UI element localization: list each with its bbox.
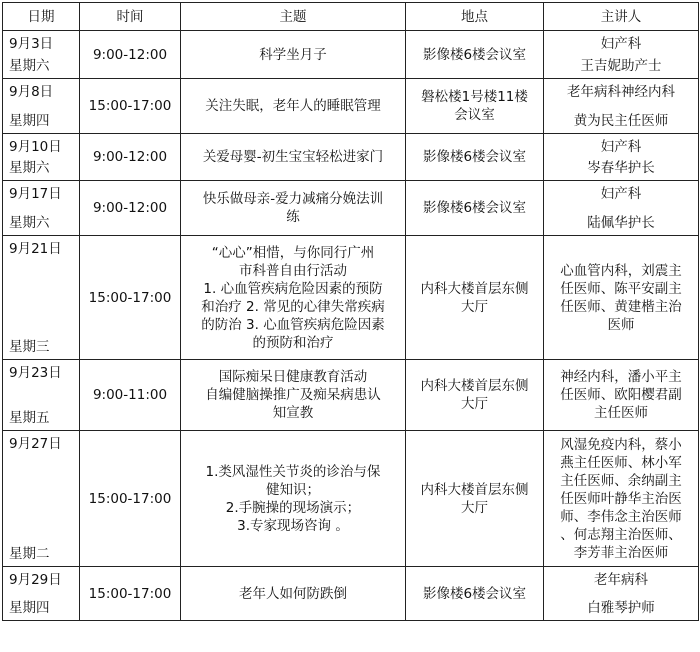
date: 9月27日 <box>9 435 62 452</box>
speaker-stack <box>547 185 695 232</box>
header-time: 时间 <box>80 3 181 31</box>
location-line: 会议室 <box>454 107 495 123</box>
topic-line: 国际痴呆日健康教育活动 <box>218 369 368 385</box>
table-row <box>3 431 699 567</box>
date-stack <box>9 571 76 617</box>
schedule-table <box>2 2 699 621</box>
location-line: 内科大楼首层东侧 <box>420 481 529 498</box>
date-stack <box>9 185 76 232</box>
time-cell: 9:00-11:00 <box>80 360 181 431</box>
date-cell <box>3 567 80 621</box>
speaker-cell <box>544 181 699 236</box>
date-stack <box>9 435 76 563</box>
table-row <box>3 79 699 134</box>
speaker-stack <box>547 571 695 617</box>
table-row <box>3 31 699 79</box>
speaker-line: 王吉妮助产士 <box>580 57 662 74</box>
weekday: 星期六 <box>9 57 50 74</box>
weekday: 星期五 <box>9 409 50 426</box>
date: 9月8日 <box>9 83 54 100</box>
location-line: 影像楼6楼会议室 <box>422 585 527 602</box>
topic-cell <box>181 236 406 360</box>
topic-line: 关爱母婴-初生宝宝轻松进家门 <box>202 149 384 165</box>
speaker-cell <box>544 79 699 134</box>
topic-line: 1.类风湿性关节炎的诊治与保 <box>205 463 381 480</box>
weekday: 星期六 <box>9 159 50 176</box>
speaker-line: 妇产科 <box>600 35 642 52</box>
date: 9月21日 <box>9 240 62 257</box>
topic-line: 知宣教 <box>272 405 314 421</box>
speaker-cell <box>544 431 699 567</box>
location-line: 影像楼6楼会议室 <box>422 200 527 216</box>
header-date: 日期 <box>3 3 80 31</box>
date-stack <box>9 35 76 75</box>
speaker-line: 燕主任医师、林小军 <box>560 454 682 471</box>
speaker-line: 任医师、陈平安副主 <box>560 280 682 297</box>
table-row <box>3 181 699 236</box>
topic-line: 健知识； <box>266 481 320 498</box>
date-stack <box>9 83 76 130</box>
date-cell <box>3 236 80 360</box>
topic-cell <box>181 567 406 621</box>
date-cell <box>3 79 80 134</box>
topic-cell <box>181 360 406 431</box>
topic-line: “心心”相惜，与你同行广州 <box>211 244 375 261</box>
time-cell: 9:00-12:00 <box>80 181 181 236</box>
location-cell <box>406 567 544 621</box>
speaker-cell <box>544 236 699 360</box>
header-speaker: 主讲人 <box>544 3 699 31</box>
speaker-line: 心血管内科，刘震主 <box>560 262 682 279</box>
speaker-line: 黄为民主任医师 <box>573 112 669 129</box>
date-cell <box>3 181 80 236</box>
speaker-line: 风湿免疫内科，蔡小 <box>560 436 682 453</box>
speaker-line: 妇产科 <box>600 138 642 155</box>
speaker-line: 师、李伟念主治医师 <box>560 508 682 525</box>
date-cell <box>3 31 80 79</box>
speaker-line: 任医师、黄建楷主治 <box>560 298 682 315</box>
speaker-line: 老年病科神经内科 <box>567 83 675 100</box>
table-row <box>3 360 699 431</box>
speaker-line: 医师 <box>607 316 635 333</box>
speaker-line: 主任医师 <box>594 405 648 421</box>
location-line: 大厅 <box>461 499 488 516</box>
speaker-line: 白雅琴护师 <box>587 599 655 616</box>
speaker-line: 岑春华护长 <box>587 159 655 176</box>
header-location: 地点 <box>406 3 544 31</box>
speaker-line: 老年病科 <box>594 571 648 588</box>
date: 9月3日 <box>9 35 54 52</box>
speaker-line: 任医师叶静华主治医 <box>560 490 682 507</box>
weekday: 星期三 <box>9 338 50 355</box>
topic-line: 的预防和治疗 <box>252 334 334 351</box>
date-stack <box>9 240 76 356</box>
topic-line: 3.专家现场咨询 。 <box>237 517 349 534</box>
topic-line: 科学坐月子 <box>259 46 327 63</box>
location-line: 影像楼6楼会议室 <box>422 149 527 165</box>
time-cell: 15:00-17:00 <box>80 431 181 567</box>
topic-cell <box>181 134 406 181</box>
date-cell <box>3 431 80 567</box>
topic-line: 2.手腕操的现场演示； <box>225 499 361 516</box>
topic-line: 的防治 3. 心血管疾病危险因素 <box>201 316 385 333</box>
speaker-cell <box>544 360 699 431</box>
location-cell <box>406 236 544 360</box>
weekday: 星期六 <box>9 214 50 231</box>
location-line: 大厅 <box>461 396 488 412</box>
header-row <box>3 3 699 31</box>
topic-cell <box>181 181 406 236</box>
time-cell: 15:00-17:00 <box>80 236 181 360</box>
location-cell <box>406 79 544 134</box>
topic-line: 1. 心血管疾病危险因素的预防 <box>203 280 383 297</box>
location-cell <box>406 134 544 181</box>
date: 9月10日 <box>9 138 62 155</box>
topic-cell <box>181 79 406 134</box>
speaker-stack <box>547 138 695 177</box>
time-cell: 15:00-17:00 <box>80 567 181 621</box>
topic-line: 老年人如何防跌倒 <box>239 585 347 602</box>
table-row <box>3 567 699 621</box>
topic-line: 快乐做母亲-爱力减痛分娩法训 <box>202 191 384 207</box>
speaker-line: 神经内科，潘小平主 <box>560 369 682 385</box>
topic-line: 关注失眠，老年人的睡眠管理 <box>205 98 381 114</box>
weekday: 星期二 <box>9 545 50 562</box>
weekday: 星期四 <box>9 599 50 616</box>
speaker-stack <box>547 35 695 75</box>
speaker-line: 、何志翔主治医师、 <box>560 526 682 543</box>
header-topic: 主题 <box>181 3 406 31</box>
location-cell <box>406 181 544 236</box>
speaker-cell <box>544 567 699 621</box>
speaker-cell <box>544 134 699 181</box>
table-row <box>3 236 699 360</box>
schedule-body <box>3 31 699 621</box>
date-cell <box>3 134 80 181</box>
date-stack <box>9 364 76 427</box>
date: 9月29日 <box>9 571 62 588</box>
time-cell: 9:00-12:00 <box>80 31 181 79</box>
date: 9月23日 <box>9 364 62 381</box>
topic-line: 市科普自由行活动 <box>239 262 347 279</box>
location-line: 大厅 <box>461 298 488 315</box>
speaker-line: 妇产科 <box>600 185 642 202</box>
weekday: 星期四 <box>9 112 50 129</box>
location-line: 影像楼6楼会议室 <box>422 46 527 63</box>
table-row <box>3 134 699 181</box>
location-cell <box>406 431 544 567</box>
location-cell <box>406 360 544 431</box>
location-line: 内科大楼首层东侧 <box>420 280 529 297</box>
topic-line: 自编健脑操推广及痴呆病患认 <box>205 387 381 403</box>
time-cell: 9:00-12:00 <box>80 134 181 181</box>
topic-line: 和治疗 2. 常见的心律失常疾病 <box>201 298 385 315</box>
topic-line: 练 <box>286 209 300 225</box>
topic-cell <box>181 31 406 79</box>
date: 9月17日 <box>9 185 62 202</box>
speaker-stack <box>547 83 695 130</box>
date-cell <box>3 360 80 431</box>
speaker-line: 李芳菲主治医师 <box>573 544 669 561</box>
location-line: 磐松楼1号楼11楼 <box>421 89 528 105</box>
topic-cell <box>181 431 406 567</box>
location-cell <box>406 31 544 79</box>
location-line: 内科大楼首层东侧 <box>420 378 529 394</box>
speaker-line: 陆佩华护长 <box>587 214 655 231</box>
speaker-line: 任医师、欧阳樱君副 <box>560 387 682 403</box>
speaker-cell <box>544 31 699 79</box>
time-cell: 15:00-17:00 <box>80 79 181 134</box>
speaker-line: 主任医师、余纳副主 <box>560 472 682 489</box>
date-stack <box>9 138 76 177</box>
